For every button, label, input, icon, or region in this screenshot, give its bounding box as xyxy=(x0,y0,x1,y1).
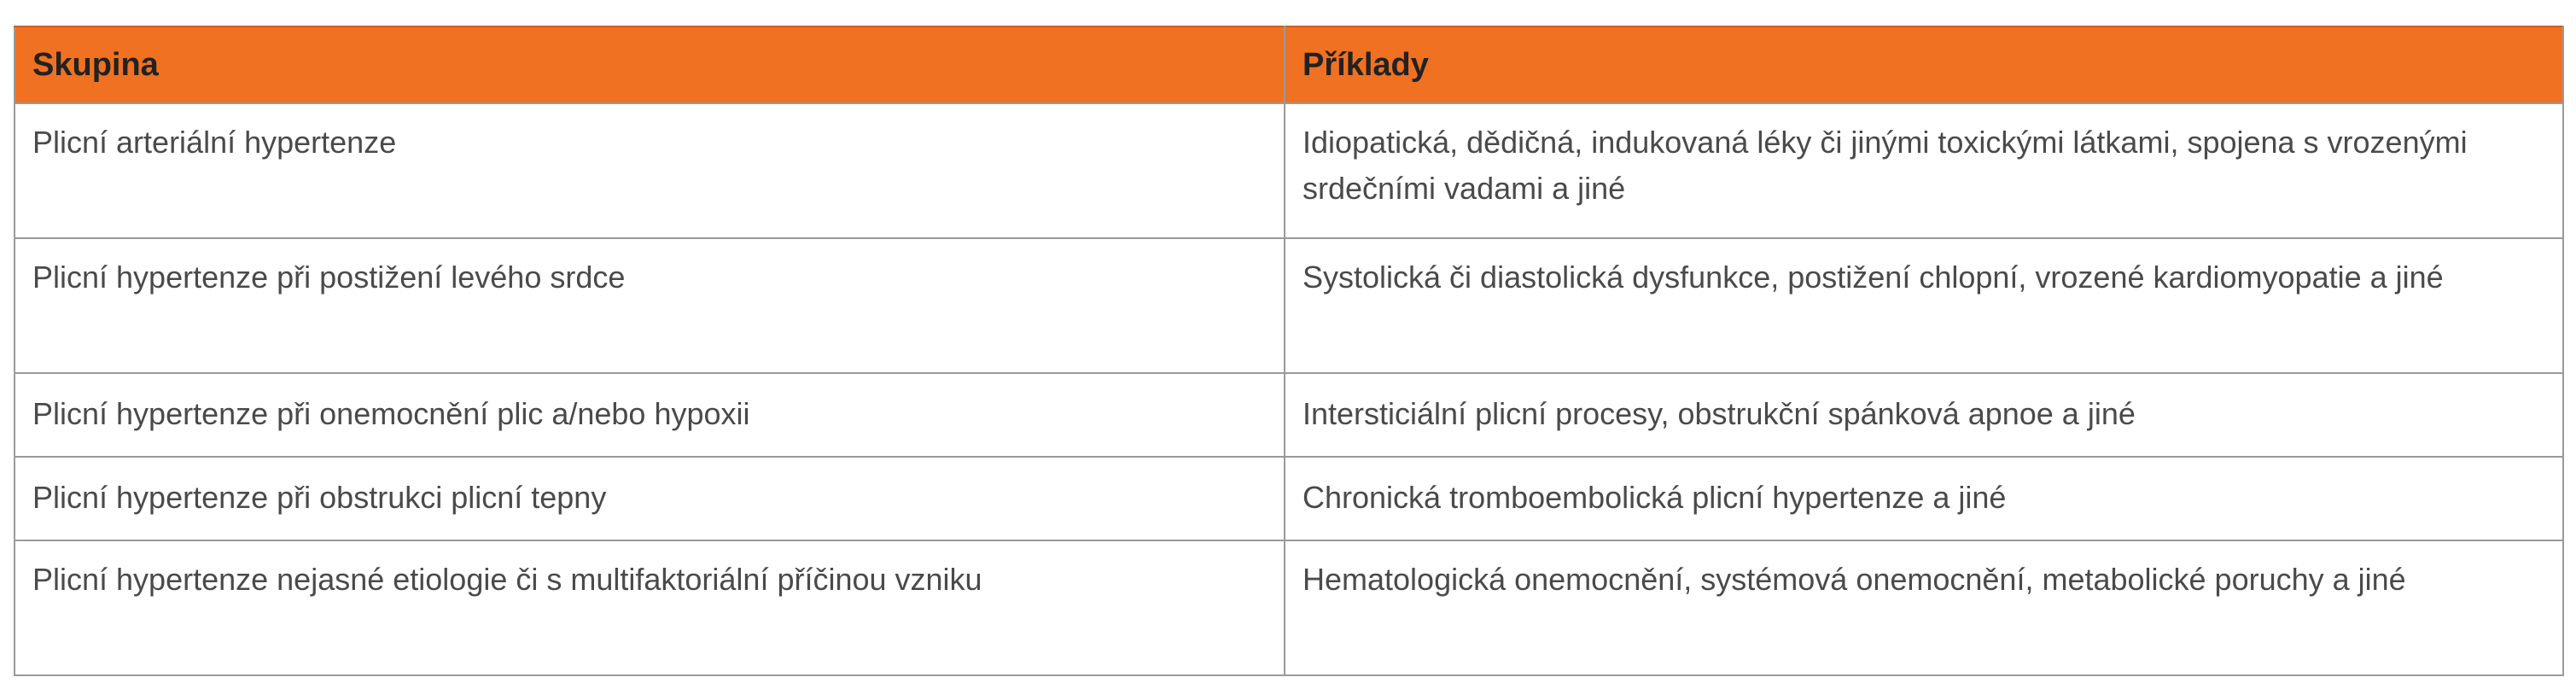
table-body xyxy=(15,103,2563,675)
column-header-examples: Příklady xyxy=(1285,26,2563,103)
table-row xyxy=(15,373,2563,457)
group-cell: Plicní hypertenze při postižení levého srdce xyxy=(15,238,1285,373)
examples-cell: Intersticiální plicní procesy, obstrukční spánková apnoe a jiné xyxy=(1285,373,2563,457)
column-header-group: Skupina xyxy=(15,26,1285,103)
examples-cell: Systolická či diastolická dysfunkce, postižení chlopní, vrozené kardiomyopatie a jiné xyxy=(1285,238,2563,373)
group-cell: Plicní hypertenze při obstrukci plicní tepny xyxy=(15,457,1285,540)
group-cell: Plicní arteriální hypertenze xyxy=(15,103,1285,238)
group-cell: Plicní hypertenze při onemocnění plic a/nebo hypoxii xyxy=(15,373,1285,457)
examples-cell: Chronická tromboembolická plicní hypertenze a jiné xyxy=(1285,457,2563,540)
table-row xyxy=(15,238,2563,373)
examples-cell: Hematologická onemocnění, systémová onemocnění, metabolické poruchy a jiné xyxy=(1285,540,2563,675)
table-row xyxy=(15,540,2563,675)
table-header xyxy=(15,26,2563,103)
classification-table xyxy=(14,26,2564,676)
group-cell: Plicní hypertenze nejasné etiologie či s multifaktoriální příčinou vzniku xyxy=(15,540,1285,675)
table-row xyxy=(15,103,2563,238)
table-row xyxy=(15,457,2563,540)
header-row xyxy=(15,26,2563,103)
classification-table-container xyxy=(14,26,2562,666)
examples-cell: Idiopatická, dědičná, indukovaná léky či jinými toxickými látkami, spojena s vrozenými srdečními vadami a jiné xyxy=(1285,103,2563,238)
